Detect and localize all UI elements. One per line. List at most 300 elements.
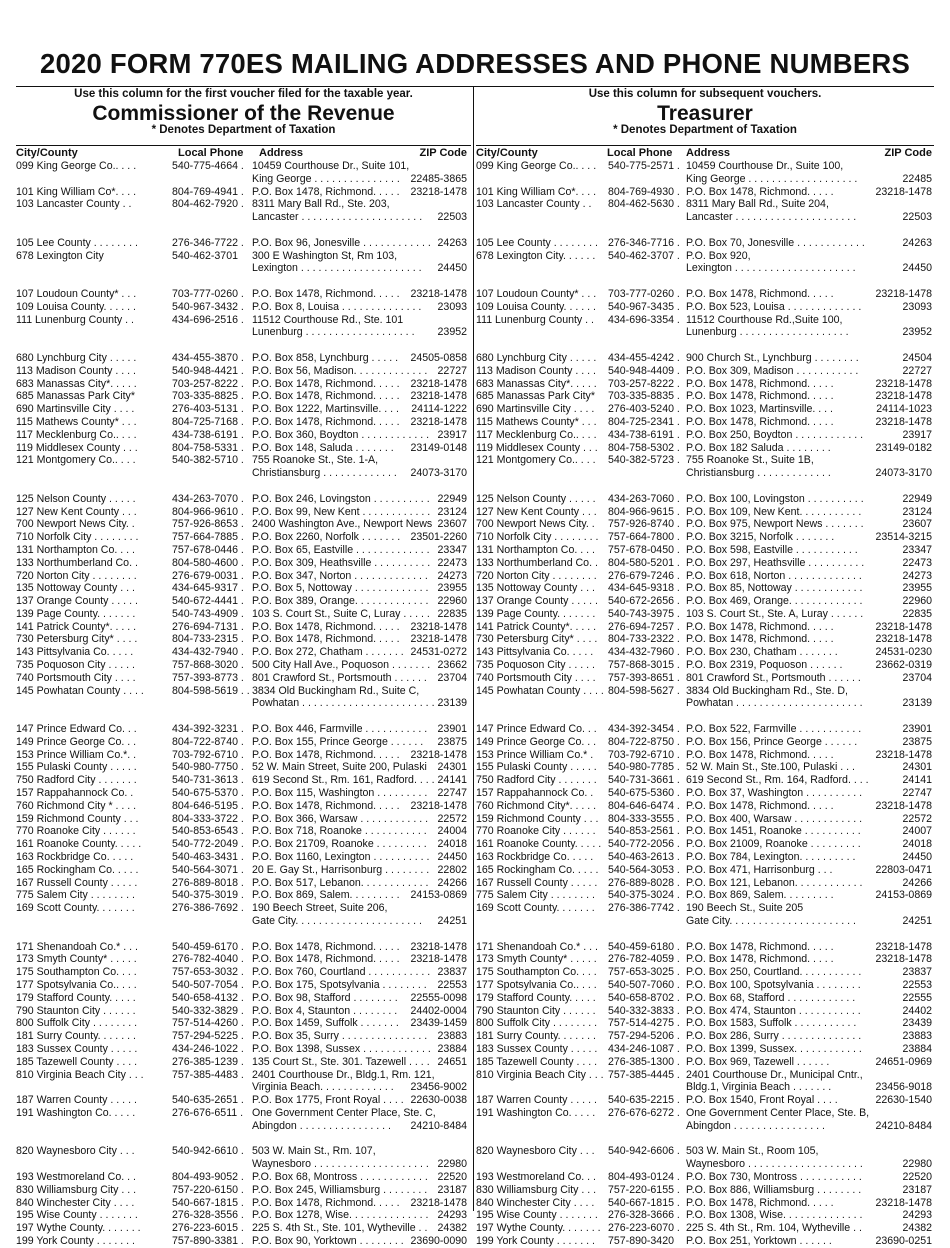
row-zip: 24293 [437,1209,467,1222]
row-zip: 23704 [437,671,467,684]
table-row [476,301,934,314]
table-row [16,390,471,403]
row-zip: 24251 [902,915,932,928]
row-phone: 804-598-5627 . [608,684,680,697]
table-row [16,1017,471,1030]
row-phone: 276-679-0031 . [172,569,244,582]
row-city: 133 Northumberland Co. . [476,556,598,569]
row-address-line2: Waynesboro . . . . . . . . . . . . . . . . . . . . [686,1158,863,1171]
row-address: 500 City Hall Ave., Poquoson . . . . . . . [252,659,431,672]
row-city: 710 Norfolk City . . . . . . . . [16,531,139,544]
row-address: P.O. Box 1023, Martinsville. . . . [686,403,834,416]
row-zip: 23347 [902,543,932,556]
table-row [16,1043,471,1056]
table-row [476,403,934,416]
row-zip: 24153-0869 [410,889,467,902]
row-zip: 23901 [902,723,932,736]
table-row [476,659,934,672]
row-phone: 540-507-7054 . [172,979,244,991]
row-city: 107 Loudoun County* . . . [16,287,137,300]
row-zip: 24450 [902,851,932,864]
row-phone: 757-890-3420 [608,1234,674,1247]
row-phone: 276-223-6015 . [172,1222,244,1235]
table-row [16,288,471,301]
row-zip: 23218-1478 [875,953,932,966]
table-row [16,1197,471,1210]
row-phone: 540-332-3833 . [608,1004,680,1017]
row-zip: 24210-8484 [410,1119,467,1132]
row-address: P.O. Box 1478, Richmond. . . . . [252,953,400,966]
row-zip: 23662 [437,659,467,672]
row-city: 685 Manassas Park City* [16,390,135,403]
row-address: P.O. Box 250, Courtland. . . . . . . . . . . [686,966,862,979]
row-city: 127 New Kent County . . . [476,505,597,518]
row-phone: 434-455-4242 . [608,351,680,364]
table-row [16,889,471,902]
table-row [16,877,471,890]
row-city: 820 Waynesboro City . . . [476,1145,595,1158]
table-row [476,1197,934,1210]
table-row [476,595,934,608]
row-city: 101 King William Co*. . . . [16,185,137,198]
row-address: 225 S. 4th St., Rm. 104, Wytheville . . [686,1222,862,1235]
row-phone: 276-403-5240 . [608,403,680,416]
table-row [16,1235,471,1248]
row-address-line2: King George . . . . . . . . . . . . . . . [252,172,400,185]
row-zip: 24210-8484 [875,1119,932,1132]
row-address: P.O. Box 100, Spotsylvania . . . . . . . . [686,979,861,991]
row-address: P.O. Box 1399, Sussex. . . . . . . . . . . . [686,1042,862,1055]
table-row [16,633,471,646]
row-phone: 804-493-9052 . [172,1170,244,1183]
row-zip: 23139 [902,697,932,710]
row-zip: 23218-1478 [410,748,467,761]
row-city: 143 Pittsylvania Co. . . . . [16,646,134,659]
row-city: 735 Poquoson City . . . . . [16,659,135,672]
table-row [16,902,471,940]
table-row [16,787,471,800]
row-address: P.O. Box 869, Salem. . . . . . . . . [252,889,400,902]
row-phone: 540-948-4421 . [172,364,244,377]
table-row [476,237,934,250]
row-address: One Government Center Place, Ste. C, [252,1106,436,1119]
row-zip: 22503 [902,211,932,224]
row-city: 840 Winchester City . . . . [16,1196,135,1209]
row-zip: 23514-3215 [875,531,932,544]
row-phone: 276-403-5131 . [172,403,244,416]
table-row [16,582,471,595]
row-address: P.O. Box 400, Warsaw . . . . . . . . . . . . [686,812,863,825]
row-phone: 757-220-6155 . [608,1183,680,1196]
row-address: 10459 Courthouse Dr., Suite 101, [252,160,410,172]
row-zip: 23218-1478 [410,185,467,198]
row-city: 105 Lee County . . . . . . . . [16,236,138,249]
row-phone: 757-868-3015 . [608,659,680,672]
table-row [476,1094,934,1107]
table-row [476,621,934,634]
table-row [16,659,471,672]
row-address: P.O. Box 1478, Richmond. . . . . [686,633,834,646]
table-row [476,1222,934,1235]
table-row [476,1184,934,1197]
row-address: P.O. Box 1478, Richmond. . . . . [686,287,834,300]
row-zip: 22727 [902,364,932,377]
table-row [16,608,471,621]
table-row [16,953,471,966]
row-zip: 22949 [902,492,932,505]
row-zip: 24450 [437,851,467,864]
row-address: 190 Beech St., Suite 205 [686,902,804,915]
row-address-line2: Lunenburg . . . . . . . . . . . . . . . . . . . [686,326,849,339]
table-row [476,941,934,954]
row-phone: 540-967-3432 . [172,300,244,313]
row-address: P.O. Box 99, New Kent . . . . . . . . . . . . [252,505,431,518]
row-phone: 540-463-2613 . [608,851,680,864]
row-zip: 24266 [437,876,467,889]
row-phone: 703-335-8835 . [608,390,680,403]
row-city: 171 Shenandoah Co.* . . . [476,940,598,953]
row-address-line2: Abingdon . . . . . . . . . . . . . . . . [686,1119,825,1132]
row-zip: 23124 [902,505,932,518]
row-zip: 23124 [437,505,467,518]
row-phone: 540-967-3435 . [608,300,680,313]
row-zip: 22835 [902,607,932,620]
row-address: 103 S. Court St., Suite C, Luray . . . . . [252,607,430,620]
treasurer-column [476,87,934,1248]
row-phone: 804-758-5302 . [608,441,680,454]
row-address-line2: Lancaster . . . . . . . . . . . . . . . . . . . . . [252,211,423,224]
row-address: 2401 Courthouse Dr., Municipal Cntr., [686,1068,863,1081]
table-row [476,570,934,583]
row-phone: 434-263-7070 . [172,492,244,505]
row-phone: 540-564-3071 . [172,863,244,876]
row-address: P.O. Box 1478, Richmond. . . . . [686,390,834,403]
row-phone: 804-462-7920 . [172,198,244,211]
row-zip: 23883 [902,1030,932,1043]
row-phone: 757-678-0446 . [172,543,244,556]
row-zip: 23662-0319 [875,659,932,672]
row-zip: 23218-1478 [410,633,467,646]
row-city: 710 Norfolk City . . . . . . . . [476,531,599,544]
row-phone: 540-675-5360 . [608,787,680,800]
row-city: 143 Pittsylvania Co. . . . . [476,646,594,659]
row-city: 185 Tazewell County . . . . [16,1055,138,1068]
table-row [16,1171,471,1184]
row-city: 690 Martinsville City . . . . [16,403,135,416]
row-zip: 23218-1478 [875,287,932,300]
row-address: P.O. Box 366, Warsaw . . . . . . . . . . . . [252,812,429,825]
table-row [16,301,471,314]
row-zip: 23218-1478 [875,377,932,390]
row-address: P.O. Box 1398, Sussex . . . . . . . . . . . . [252,1042,431,1055]
table-row [16,365,471,378]
row-address: P.O. Box 251, Yorktown . . . . . . [686,1234,832,1247]
table-row [476,1069,934,1095]
row-address: 801 Crawford St., Portsmouth . . . . . . [252,671,427,684]
row-city: 135 Nottoway County . . . [16,582,135,595]
row-zip: 24293 [902,1209,932,1222]
table-row [476,1171,934,1184]
table-row [476,800,934,813]
row-city: 177 Spotsylvania Co.. . . . [16,979,137,991]
row-address-line2: Christiansburg . . . . . . . . . . . . . [252,467,397,480]
table-row [476,838,934,851]
row-phone: 434-263-7060 . [608,492,680,505]
table-row [16,352,471,365]
row-zip: 23218-1478 [410,287,467,300]
row-address: P.O. Box 1478, Richmond. . . . . [686,799,834,812]
row-phone: 276-346-7716 . [608,236,680,249]
row-zip: 23187 [902,1183,932,1196]
row-city: 775 Salem City . . . . . . . . [16,889,135,902]
row-phone: 276-676-6511 . [172,1106,244,1119]
row-address: P.O. Box 1478, Richmond. . . . . [252,287,400,300]
row-zip: 23218-1478 [875,633,932,646]
table-row [16,186,471,199]
row-city: 770 Roanoke City . . . . . . [16,825,136,838]
row-phone: 434-738-6191 . [172,428,244,441]
table-row [476,953,934,966]
row-address: P.O. Box 522, Farmville . . . . . . . . . . . [686,723,862,736]
row-zip: 24531-0272 [410,646,467,659]
row-address: P.O. Box 85, Nottoway . . . . . . . . . . . . [686,582,863,595]
row-zip: 23149-0182 [875,441,932,454]
row-phone: 757-890-3381 . [172,1234,244,1247]
row-phone: 757-868-3020 . [172,659,244,672]
table-row [476,902,934,940]
table-row [16,1069,471,1095]
row-phone: 276-694-7131 . [172,620,244,633]
row-city: 117 Mecklenburg Co.. . . . [476,428,597,441]
row-zip: 22520 [437,1170,467,1183]
row-zip: 22553 [437,979,467,991]
table-row [476,1145,934,1171]
row-zip: 24301 [902,761,932,774]
table-row [476,416,934,429]
row-phone: 434-432-7960 . [608,646,680,659]
row-phone: 540-375-3019 . [172,889,244,902]
row-zip: 23690-0251 [875,1234,932,1247]
row-city: 750 Radford City . . . . . . . [476,774,597,787]
row-address: P.O. Box 65, Eastville . . . . . . . . . . . . . [252,543,430,556]
row-zip: 24450 [437,262,467,275]
table-row [476,889,934,902]
table-row [16,403,471,416]
row-phone: 540-775-4664 . [172,160,244,172]
row-address: P.O. Box 21709, Roanoke . . . . . . . . . [252,838,427,851]
row-address: 135 Court St., Ste. 301. Tazewell . . . . [252,1055,430,1068]
table-row [16,454,471,492]
table-row [476,1017,934,1030]
row-address: P.O. Box 471, Harrisonburg . . . [686,863,833,876]
row-address-line2: Bldg.1, Virginia Beach . . . . . . . [686,1081,832,1094]
row-city: 109 Louisa County. . . . . . [476,300,596,313]
row-zip: 23218-1478 [410,390,467,403]
row-city: 179 Stafford County. . . . . [16,991,136,1004]
row-city: 183 Sussex County . . . . . [16,1042,138,1055]
row-phone: 434-696-2516 . [172,313,244,326]
row-city: 840 Winchester City . . . . [476,1196,595,1209]
row-city: 163 Rockbridge Co. . . . . [16,851,134,864]
row-city: 137 Orange County . . . . . [476,595,598,608]
table-row [476,864,934,877]
row-zip: 23955 [437,582,467,595]
table-row [476,1056,934,1069]
table-row [476,544,934,557]
row-phone: 540-635-2215 . [608,1094,680,1107]
row-phone: 703-257-8222 . [608,377,680,390]
row-zip: 22630-0038 [410,1094,467,1107]
row-address-line2: Gate City. . . . . . . . . . . . . . . . . . . . . . [252,915,422,928]
row-city: 135 Nottoway County . . . [476,582,595,595]
row-zip: 22485-3865 [410,172,467,185]
table-row [476,1005,934,1018]
row-address: P.O. Box 309, Madison . . . . . . . . . . . [686,364,859,377]
row-city: 191 Washington Co. . . . . [476,1106,596,1119]
row-city: 167 Russell County . . . . . [476,876,598,889]
row-phone: 540-948-4409 . [608,364,680,377]
table-row [16,1005,471,1018]
row-phone: 804-725-7168 . [172,415,244,428]
row-zip: 23218-1478 [410,620,467,633]
row-phone: 804-598-5619 . . [172,684,250,697]
column-note: Use this column for subsequent vouchers. [588,88,822,100]
table-row [476,761,934,774]
table-row [16,1145,471,1171]
row-city: 197 Wythe County. . . . . . . [476,1222,601,1235]
table-row [476,966,934,979]
row-phone: 757-653-3025 . [608,966,680,979]
row-phone: 804-580-4600 . [172,556,244,569]
row-address: P.O. Box 182 Saluda . . . . . . . . [686,441,831,454]
row-phone: 540-980-7750 . [172,761,244,774]
row-address: P.O. Box 1478, Richmond. . . . . [252,620,400,633]
row-zip: 23704 [902,671,932,684]
row-phone: 540-332-3829 . [172,1004,244,1017]
row-zip: 24273 [902,569,932,582]
row-address: 190 Beech Street, Suite 206, [252,902,388,915]
row-address: P.O. Box 70, Jonesville . . . . . . . . . . . . [686,236,865,249]
row-address: 52 W. Main St., Ste.100, Pulaski . . . [686,761,855,774]
row-phone: 540-731-3661 . [608,774,680,787]
table-row [16,941,471,954]
row-city: 147 Prince Edward Co. . . [16,723,137,736]
row-city: 173 Smyth County* . . . . . [16,953,137,966]
table-row [476,813,934,826]
table-row [476,454,934,492]
row-zip: 24651-0969 [875,1055,932,1068]
row-phone: 540-382-5710 . [172,454,244,467]
row-phone: 540-772-2049 . [172,838,244,851]
row-city: 195 Wise County . . . . . . . [16,1209,138,1222]
row-phone: 757-664-7885 . [172,531,244,544]
row-zip: 23218-1478 [875,620,932,633]
row-address: P.O. Box 246, Lovingston . . . . . . . . . . [252,492,430,505]
table-row [476,979,934,992]
row-zip: 24263 [437,236,467,249]
row-phone: 434-696-3354 . [608,313,680,326]
row-phone: 804-333-3555 . [608,812,680,825]
row-phone: 703-792-6710 . [608,748,680,761]
header-phone: Local Phone [178,147,244,159]
header-zip: ZIP Code [884,147,932,159]
row-address: 755 Roanoke St., Ste. 1-A, [252,454,379,467]
row-phone: 757-393-8651 . [608,671,680,684]
table-row [476,198,934,236]
table-row [16,736,471,749]
row-phone: 276-328-3666 . [608,1209,680,1222]
row-zip: 22473 [902,556,932,569]
denotes-note: * Denotes Department of Taxation [613,124,797,136]
row-phone: 540-635-2651 . [172,1094,244,1107]
header-zip: ZIP Code [419,147,467,159]
row-zip: 22835 [437,607,467,620]
table-row [476,1209,934,1222]
row-city: 155 Pulaski County . . . . . [16,761,137,774]
row-city: 139 Page County. . . . . . . [16,607,136,620]
row-city: 810 Virginia Beach City . . . [476,1068,604,1081]
row-address: P.O. Box 68, Montross . . . . . . . . . . . . [252,1170,428,1183]
row-city: 735 Poquoson City . . . . . [476,659,595,672]
table-row [16,544,471,557]
row-address: 103 S. Court St., Ste. A, Luray . . . . . . [686,607,864,620]
row-phone: 540-942-6606 . [608,1145,680,1158]
row-zip: 23439-1459 [410,1017,467,1030]
row-phone: 703-335-8825 . [172,390,244,403]
row-phone: 804-493-0124 . [608,1170,680,1183]
row-city: 185 Tazewell County . . . . [476,1055,598,1068]
row-zip: 24266 [902,876,932,889]
row-address: P.O. Box 858, Lynchburg . . . . . [252,351,399,364]
row-zip: 23139 [437,697,467,710]
table-row [16,557,471,570]
row-zip: 23456-9002 [410,1081,467,1094]
row-city: 678 Lexington City [16,249,104,262]
table-row [16,1184,471,1197]
row-zip: 23218-1478 [875,415,932,428]
row-zip: 23875 [437,735,467,748]
row-phone: 540-462-3701 [172,249,238,262]
row-zip: 24007 [902,825,932,838]
row-phone: 434-392-3454 . [608,723,680,736]
table-row [476,506,934,519]
row-city: 167 Russell County . . . . . [16,876,138,889]
row-zip: 22555-0098 [410,991,467,1004]
table-row [16,864,471,877]
table-row [16,416,471,429]
row-zip: 24251 [437,915,467,928]
row-zip: 22473 [437,556,467,569]
row-address: 3834 Old Buckingham Rd., Ste. D, [686,684,848,697]
table-row [16,825,471,838]
table-row [16,1094,471,1107]
table-row [476,314,934,352]
row-city: 105 Lee County . . . . . . . . [476,236,598,249]
row-city: 173 Smyth County* . . . . . [476,953,597,966]
row-phone: 757-514-4260 . [172,1017,244,1030]
row-phone: 757-294-5206 . [608,1030,680,1043]
table-row [16,672,471,685]
row-address: 8311 Mary Ball Rd., Suite 204, [686,198,829,211]
row-zip: 23093 [437,300,467,313]
row-phone: 804-462-5630 . [608,198,680,211]
row-address-line2: King George . . . . . . . . . . . . . . . . . . . [686,172,858,185]
row-zip: 22747 [902,787,932,800]
row-zip: 24504 [902,351,932,364]
row-address: 52 W. Main Street, Suite 200, Pulaski [252,761,427,774]
table-header [16,145,471,160]
row-city: 830 Williamsburg City . . . [16,1183,137,1196]
